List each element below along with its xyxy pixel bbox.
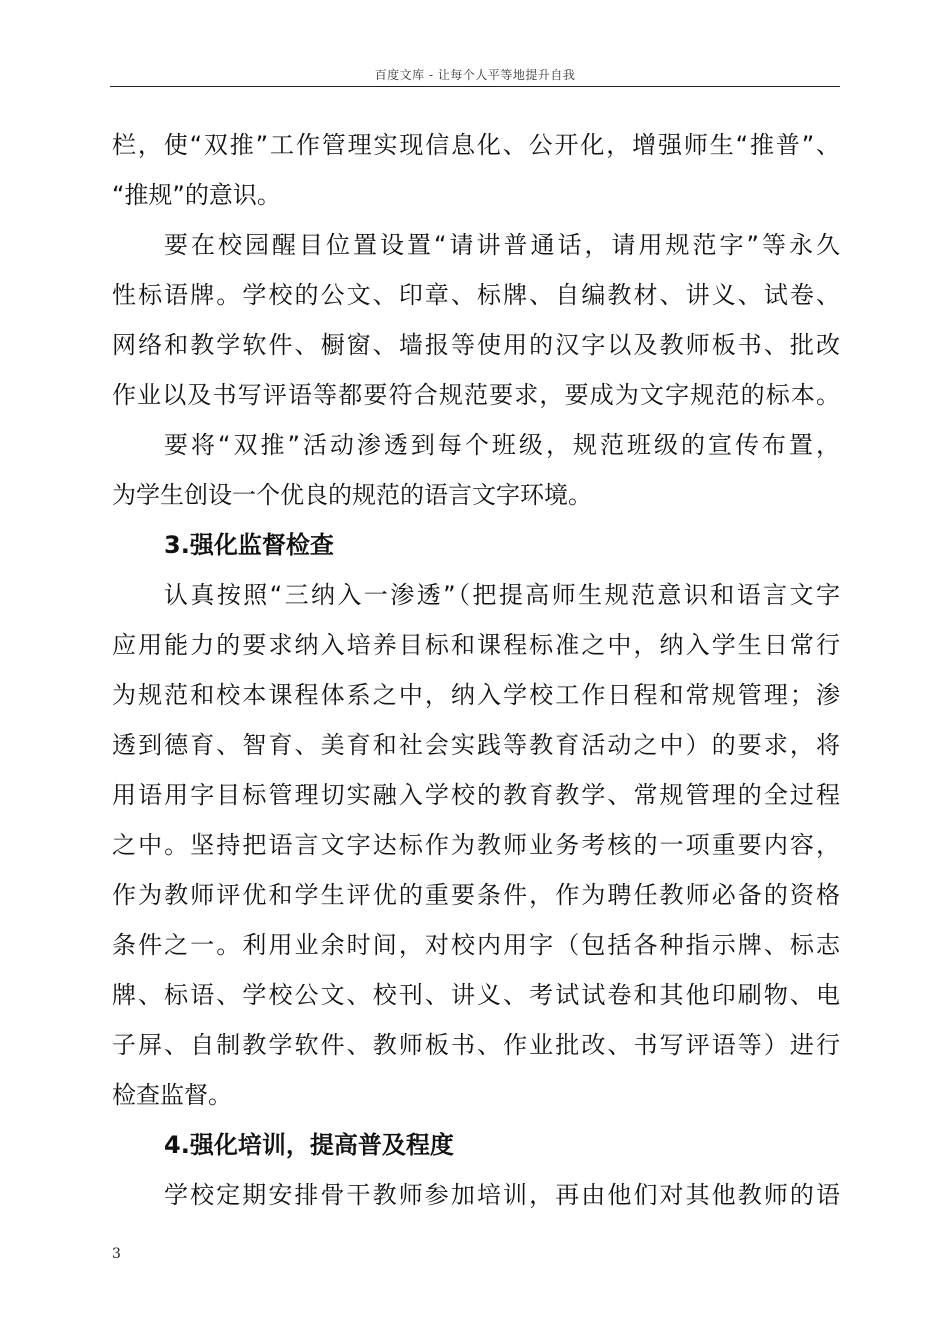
- paragraph-line: 为学生创设一个优良的规范的语言文字环境。: [112, 481, 592, 509]
- paragraph-line: 栏，使“双推”工作管理实现信息化、公开化，增强师生“推普”、: [112, 131, 840, 159]
- paragraph-line: “推规”的意识。: [112, 181, 281, 209]
- document-body: [112, 120, 840, 1220]
- paragraph-line: 性标语牌。学校的公文、印章、标牌、自编教材、讲义、试卷、: [112, 281, 840, 309]
- paragraph-line: 子屏、自制教学软件、教师板书、作业批改、书写评语等）进行: [112, 1031, 840, 1059]
- paragraph-line: 要在校园醒目位置设置“请讲普通话，请用规范字”等永久: [164, 231, 840, 259]
- section-heading: 4.强化培训，提高普及程度: [164, 1131, 454, 1159]
- paragraph-line: 为规范和校本课程体系之中，纳入学校工作日程和常规管理；渗: [112, 681, 840, 709]
- paragraph-line: 检查监督。: [112, 1081, 232, 1109]
- paragraph-line: 网络和教学软件、橱窗、墙报等使用的汉字以及教师板书、批改: [112, 331, 840, 359]
- paragraph-line: 要将“双推”活动渗透到每个班级，规范班级的宣传布置，: [164, 431, 840, 459]
- page-number: 3: [112, 1246, 121, 1262]
- page-header: [110, 58, 840, 87]
- paragraph-line: 应用能力的要求纳入培养目标和课程标准之中，纳入学生日常行: [112, 631, 840, 659]
- paragraph-line: 之中。坚持把语言文字达标作为教师业务考核的一项重要内容，: [112, 831, 840, 859]
- paragraph-line: 认真按照“三纳入一渗透”（把提高师生规范意识和语言文字: [164, 581, 840, 609]
- paragraph-line: 作业以及书写评语等都要符合规范要求，要成为文字规范的标本。: [112, 381, 840, 409]
- paragraph-line: 条件之一。利用业余时间，对校内用字（包括各种指示牌、标志: [112, 931, 840, 959]
- paragraph-line: 用语用字目标管理切实融入学校的教育教学、常规管理的全过程: [112, 781, 840, 809]
- paragraph-line: 透到德育、智育、美育和社会实践等教育活动之中）的要求，将: [112, 731, 840, 759]
- paragraph-line: 学校定期安排骨干教师参加培训，再由他们对其他教师的语: [164, 1181, 840, 1209]
- section-heading: 3.强化监督检查: [164, 531, 334, 559]
- paragraph-line: 牌、标语、学校公文、校刊、讲义、考试试卷和其他印刷物、电: [112, 981, 840, 1009]
- paragraph-line: 作为教师评优和学生评优的重要条件，作为聘任教师必备的资格: [112, 881, 840, 909]
- header-text: 百度文库 - 让每个人平等地提升自我: [374, 68, 576, 82]
